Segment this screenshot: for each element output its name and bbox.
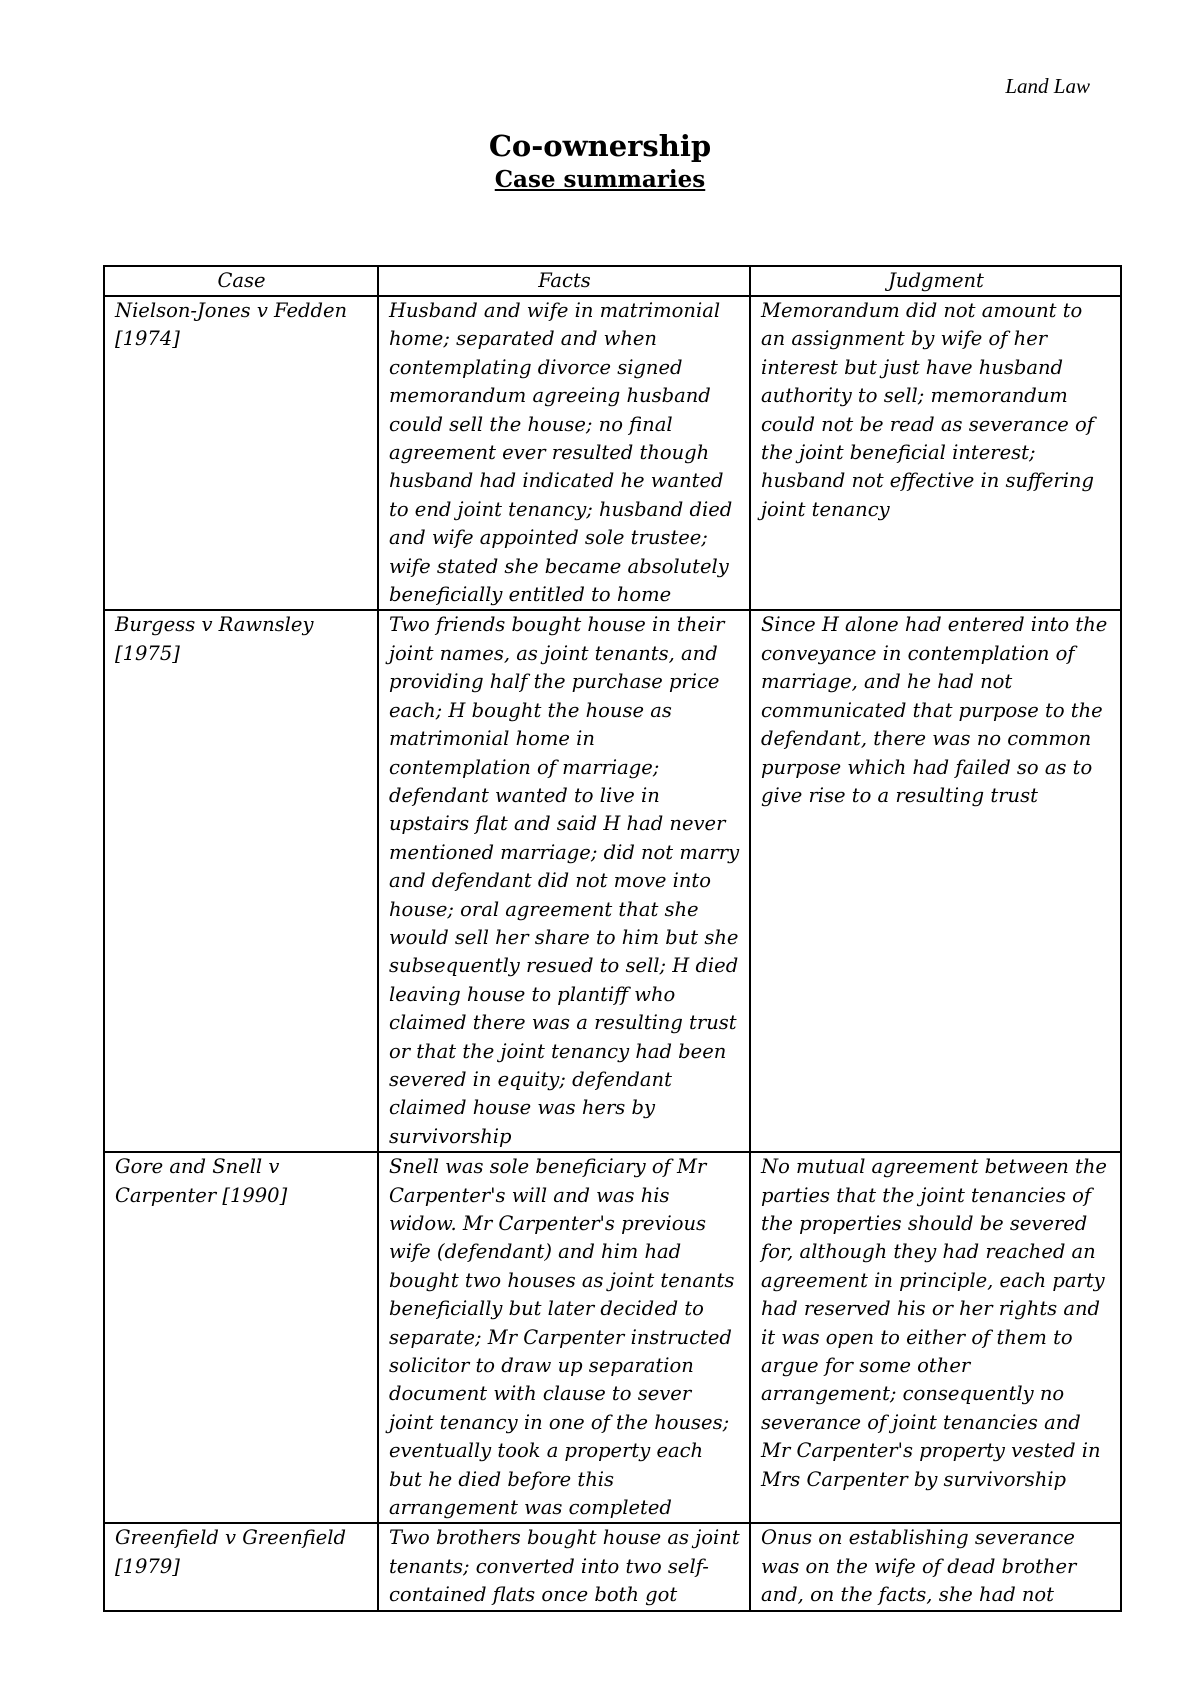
document-title: Co-ownership [488,129,712,163]
document-subtitle: Case summaries [494,166,706,193]
facts-cell: Two brothers bought house as joint tenants; converted into two self-contained flats once both got [378,1523,750,1610]
case-name-cell: Burgess v Rawnsley [1975] [104,610,378,1152]
title-block [0,128,1200,196]
table-row [104,1523,1121,1610]
table-row [104,610,1121,1152]
column-header-judgment: Judgment [750,266,1121,296]
course-header: Land Law [1005,74,1090,98]
judgment-cell: Memorandum did not amount to an assignment by wife of her interest but just have husband authority to sell; memorandum could not be read as severance of the joint beneficial interest; husband not effective in suffering joint tenancy [750,296,1121,610]
case-name-cell: Nielson-Jones v Fedden [1974] [104,296,378,610]
judgment-cell: No mutual agreement between the parties that the joint tenancies of the properties should be severed for, although they had reached an agreement in principle, each party had reserved his or her rights and it was open to either of them to argue for some other arrangement; consequently no severance of joint tenancies and Mr Carpenter's property vested in Mrs Carpenter by survivorship [750,1152,1121,1523]
case-name-cell: Gore and Snell v Carpenter [1990] [104,1152,378,1523]
table-header-row [104,266,1121,296]
facts-cell: Husband and wife in matrimonial home; separated and when contemplating divorce signed memorandum agreeing husband could sell the house; no final agreement ever resulted though husband had indicated he wanted to end joint tenancy; husband died and wife appointed sole trustee; wife stated she became absolutely beneficially entitled to home [378,296,750,610]
table-row [104,296,1121,610]
case-name-cell: Greenfield v Greenfield [1979] [104,1523,378,1610]
case-summary-table [103,265,1122,1612]
judgment-cell: Onus on establishing severance was on the wife of dead brother and, on the facts, she had not [750,1523,1121,1610]
column-header-facts: Facts [378,266,750,296]
table-row [104,1152,1121,1523]
judgment-cell: Since H alone had entered into the conveyance in contemplation of marriage, and he had not communicated that purpose to the defendant, there was no common purpose which had failed so as to give rise to a resulting trust [750,610,1121,1152]
facts-cell: Snell was sole beneficiary of Mr Carpenter's will and was his widow. Mr Carpenter's previous wife (defendant) and him had bought two houses as joint tenants beneficially but later decided to separate; Mr Carpenter instructed solicitor to draw up separation document with clause to sever joint tenancy in one of the houses; eventually took a property each but he died before this arrangement was completed [378,1152,750,1523]
column-header-case: Case [104,266,378,296]
facts-cell: Two friends bought house in their joint names, as joint tenants, and providing half the purchase price each; H bought the house as matrimonial home in contemplation of marriage; defendant wanted to live in upstairs flat and said H had never mentioned marriage; did not marry and defendant did not move into house; oral agreement that she would sell her share to him but she subsequently resued to sell; H died leaving house to plantiff who claimed there was a resulting trust or that the joint tenancy had been severed in equity; defendant claimed house was hers by survivorship [378,610,750,1152]
